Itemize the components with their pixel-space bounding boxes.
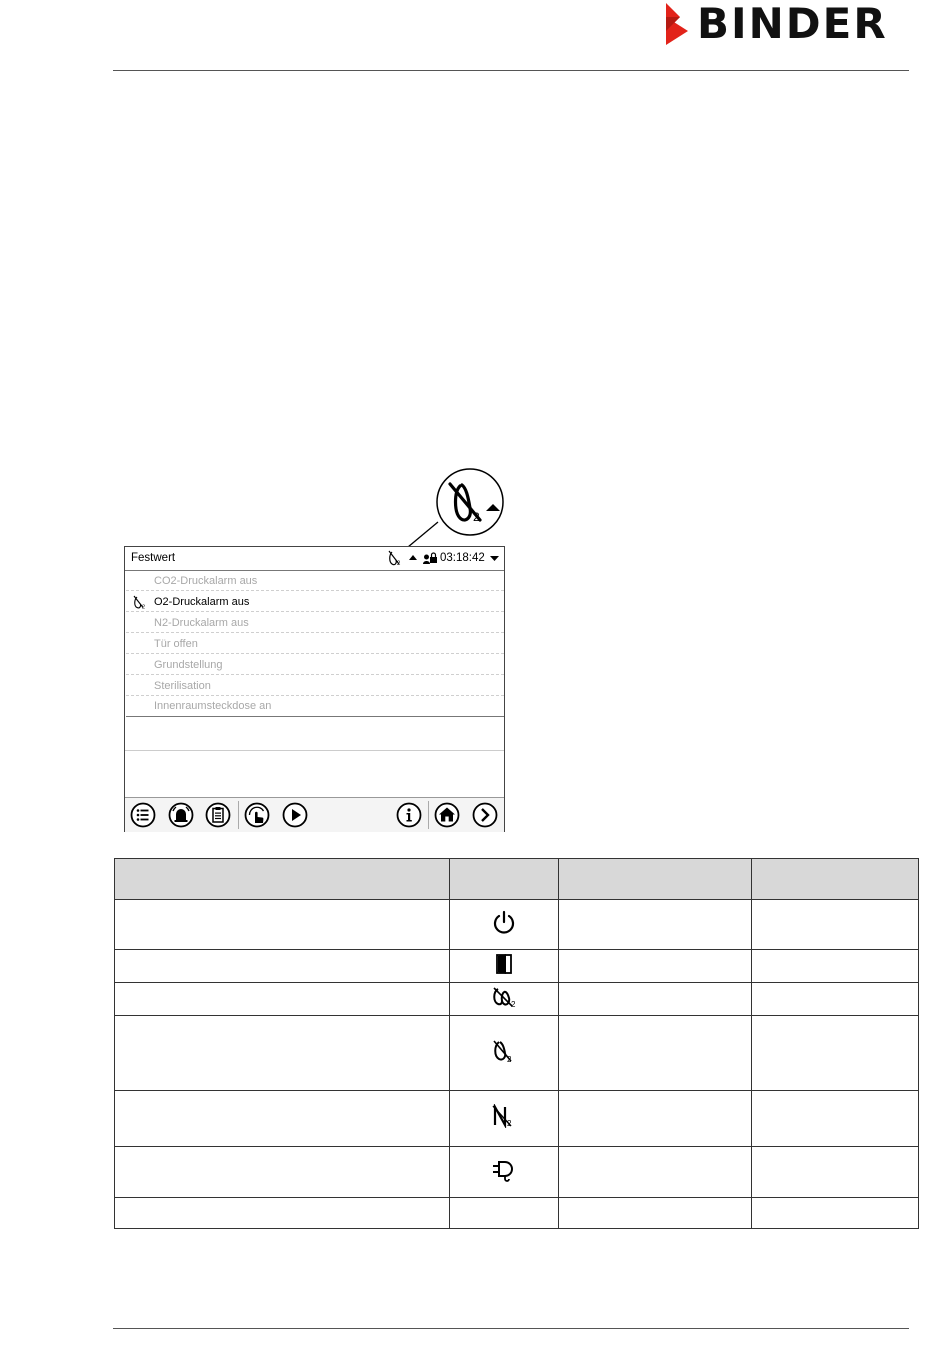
o2-pressure-alarm-off-icon — [491, 1038, 517, 1064]
event-list — [126, 571, 504, 717]
toolbar-divider — [428, 801, 429, 829]
binder-logo — [664, 0, 914, 48]
table-row — [115, 1016, 919, 1091]
menu-icon[interactable] — [130, 802, 156, 828]
home-icon[interactable] — [434, 802, 460, 828]
table-row — [115, 900, 919, 950]
svg-text:2: 2 — [511, 999, 516, 1009]
list-item[interactable]: Tür offen — [126, 634, 504, 654]
table-row — [115, 1198, 919, 1229]
list-item[interactable]: Innenraumsteckdose an — [154, 700, 272, 712]
list-item[interactable]: Sterilisation — [126, 676, 504, 696]
footer-rule — [113, 1328, 909, 1329]
list-item[interactable]: Grundstellung — [126, 655, 504, 675]
list-item[interactable]: CO2-Druckalarm aus — [126, 571, 504, 591]
manual-mode-icon[interactable] — [244, 802, 270, 828]
table-header-row — [115, 859, 919, 900]
o2-pressure-alarm-off-icon — [133, 595, 147, 609]
logo-text: BINDER — [697, 0, 888, 48]
event-list-icon[interactable] — [205, 802, 231, 828]
info-icon[interactable] — [396, 802, 422, 828]
svg-text:2: 2 — [507, 1054, 512, 1064]
program-start-icon[interactable] — [282, 802, 308, 828]
table-header-cell — [115, 859, 450, 900]
o2-alarm-zoom-callout — [436, 468, 516, 548]
display-header — [125, 547, 504, 571]
display-toolbar — [125, 797, 504, 832]
table-row — [115, 983, 919, 1016]
list-item[interactable]: 2 O2-Druckalarm aus — [126, 592, 504, 612]
table-row — [115, 1091, 919, 1147]
table-header-cell — [559, 859, 752, 900]
list-item[interactable]: N2-Druckalarm aus — [126, 613, 504, 633]
svg-text:2: 2 — [142, 604, 146, 609]
alarm-icon[interactable] — [168, 802, 194, 828]
socket-on-icon — [491, 1158, 517, 1182]
header-rule — [113, 70, 909, 71]
user-lock-icon — [423, 552, 437, 564]
toolbar-divider — [238, 801, 239, 829]
door-open-icon — [495, 953, 513, 975]
binder-logo-mark-icon — [664, 3, 690, 45]
co2-pressure-alarm-off-icon — [490, 985, 518, 1009]
icon-table — [114, 858, 919, 1229]
controller-display — [124, 546, 505, 832]
table-row — [115, 950, 919, 983]
svg-text:2: 2 — [507, 1119, 512, 1128]
display-divider — [125, 750, 504, 751]
alarm-arrow-up-icon — [409, 554, 417, 560]
power-icon — [492, 910, 516, 936]
table-row — [115, 1147, 919, 1198]
svg-text:2: 2 — [397, 561, 401, 566]
display-clock: 03:18:42 — [440, 552, 485, 564]
table-header-cell — [450, 859, 559, 900]
display-title: Festwert — [131, 552, 176, 564]
chevron-down-icon[interactable] — [490, 556, 499, 562]
table-header-cell — [752, 859, 919, 900]
svg-text:2: 2 — [473, 510, 480, 524]
header-o2-alarm-icon — [387, 550, 405, 566]
n2-pressure-alarm-off-icon — [491, 1104, 517, 1128]
next-icon[interactable] — [472, 802, 498, 828]
